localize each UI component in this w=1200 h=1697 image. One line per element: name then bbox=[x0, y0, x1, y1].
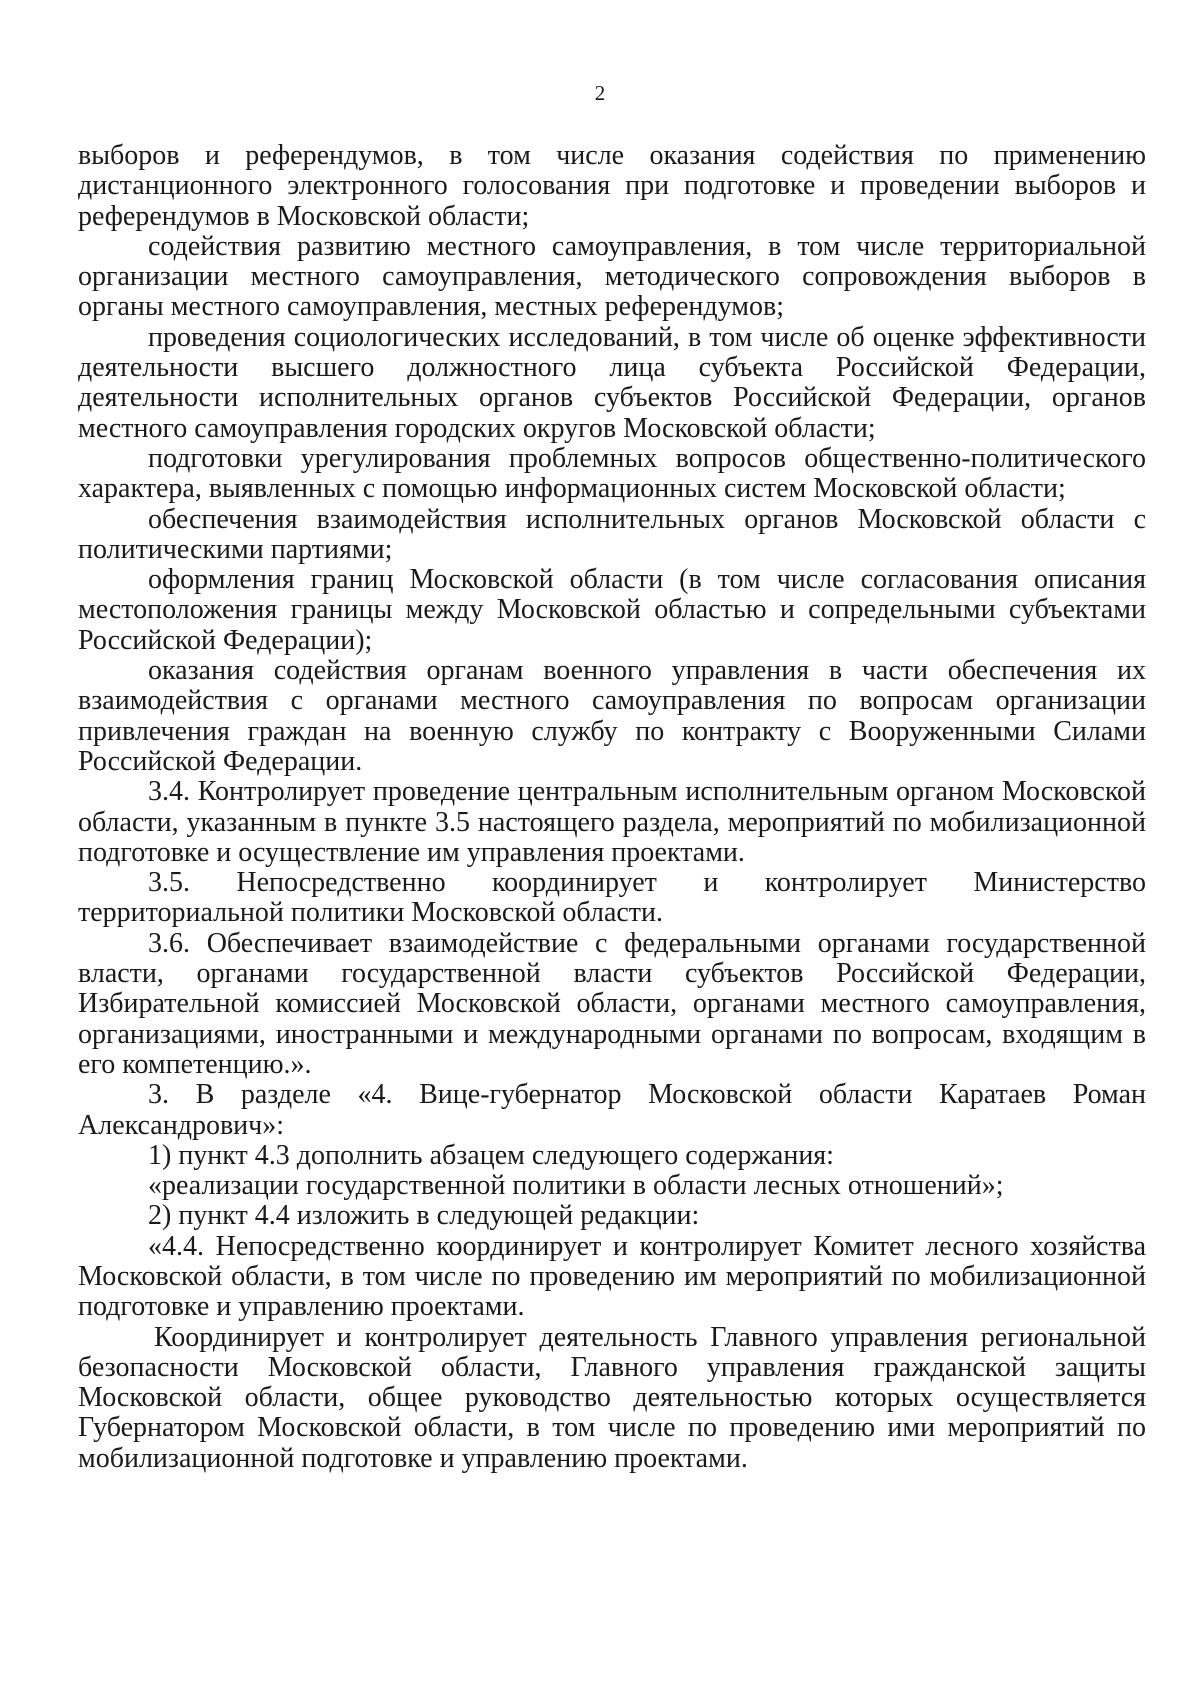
paragraph-amendment-2: 2) пункт 4.4 изложить в следующей редакции: bbox=[148, 1200, 700, 1232]
paragraph-problem-issues: подготовки урегулирования проблемных вопросов общественно-политического характера, выявленных с помощью информационных систем Московской области; bbox=[78, 442, 1146, 505]
paragraph-elections-continuation: выборов и референдумов, в том числе оказания содействия по применению дистанционного электронного голосования при подготовке и проведении выборов и референдумов в Московской области; bbox=[78, 140, 1146, 232]
paragraph-clause-3-4: 3.4. Контролирует проведение центральным исполнительным органом Московской области, указанным в пункте 3.5 настоящего раздела, мероприятий по мобилизационной подготовке и осуществление им управления проектами. bbox=[78, 776, 1146, 868]
paragraph-section-4-heading: 3. В разделе «4. Вице-губернатор Московской области Каратаев Роман Александрович»: bbox=[78, 1079, 1146, 1141]
paragraph-amendment-1: 1) пункт 4.3 дополнить абзацем следующего содержания: bbox=[148, 1139, 834, 1171]
paragraph-clause-3-5: 3.5. Непосредственно координирует и контролирует Министерство территориальной политики Московской области. bbox=[78, 867, 1146, 929]
paragraph-clause-4-4: «4.4. Непосредственно координирует и контролирует Комитет лесного хозяйства Московской области, в том числе по проведению им мероприятий по мобилизационной подготовке и управлению проектами. bbox=[78, 1230, 1146, 1323]
paragraph-forest-relations: «реализации государственной политики в области лесных отношений»; bbox=[148, 1170, 1004, 1202]
paragraph-political-parties: обеспечения взаимодействия исполнительных органов Московской области с политическими партиями; bbox=[78, 503, 1146, 565]
paragraph-local-self-government: содействия развитию местного самоуправления, в том числе территориальной организации местного самоуправления, методического сопровождения выборов в органы местного самоуправления, местных референдумов; bbox=[78, 230, 1146, 323]
paragraph-coordination: Координирует и контролирует деятельность Главного управления региональной безопасности Московской области, Главного управления гражданской защиты Московской области, общее руководство деятельностью которых осуществляется Губернатором Московской области, в том числе по проведению ими мероприятий по мобилизационной подготовке и управлению проектами. bbox=[78, 1321, 1146, 1474]
page-number: 2 bbox=[594, 81, 606, 105]
paragraph-military-assistance: оказания содействия органам военного управления в части обеспечения их взаимодействия с органами местного самоуправления по вопросам организации привлечения граждан на военную службу по контракту с Вооруженными Силами Российской Федерации. bbox=[78, 655, 1146, 777]
paragraph-borders: оформления границ Московской области (в том числе согласования описания местоположения границы между Московской областью и сопредельными субъектами Российской Федерации); bbox=[78, 564, 1146, 656]
paragraph-clause-3-6: 3.6. Обеспечивает взаимодействие с федеральными органами государственной власти, органами государственной власти субъектов Российской Федерации, Избирательной комиссией Московской области, органами местного самоуправления, организациями, иностранными и международными органами по вопросам, входящим в его компетенцию.». bbox=[78, 927, 1146, 1080]
document-body bbox=[78, 141, 1146, 1474]
paragraph-sociological-research: проведения социологических исследований, в том числе об оценке эффективности деятельности высшего должностного лица субъекта Российской Федерации, деятельности исполнительных органов субъектов Российской Федерации, органов местного самоуправления городских округов Московской области; bbox=[78, 321, 1146, 444]
